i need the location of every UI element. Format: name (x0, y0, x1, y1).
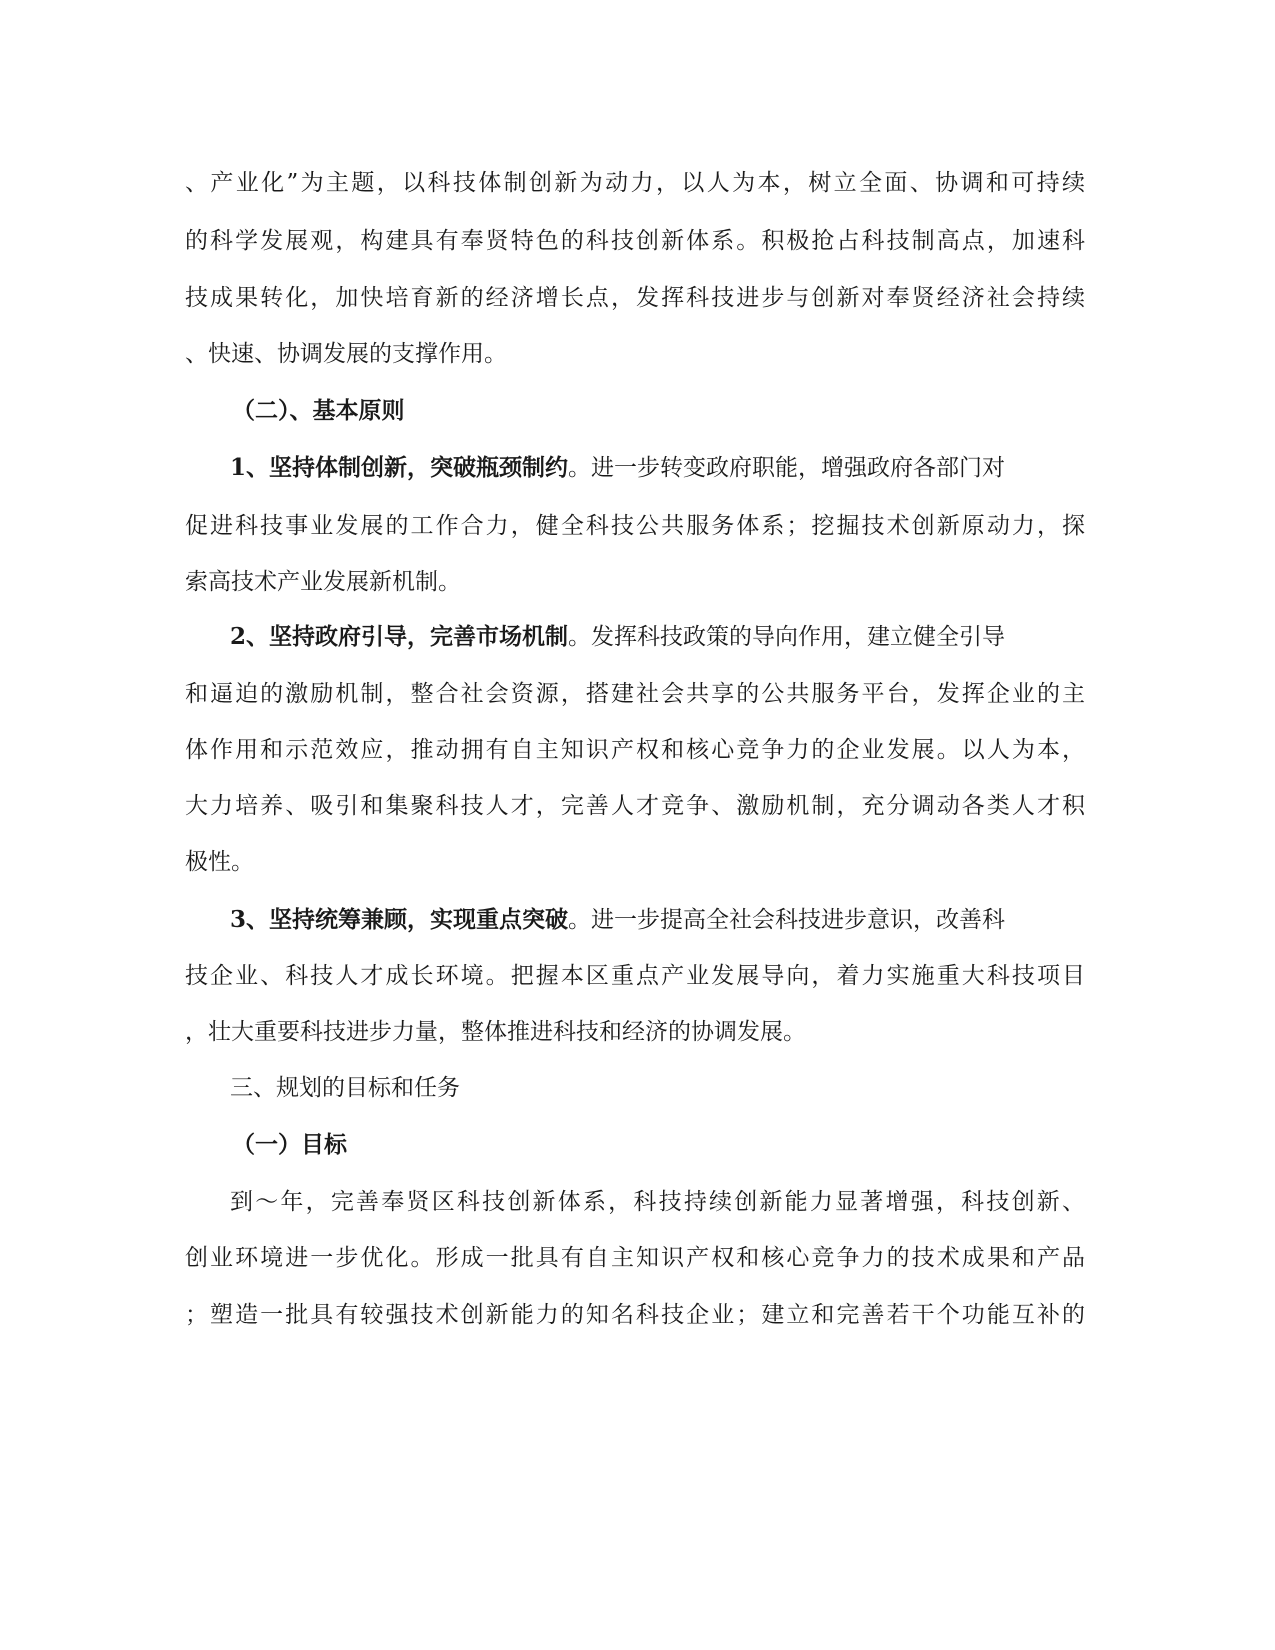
body-text-line: ，壮大重要科技进步力量，整体推进科技和经济的协调发展。 (185, 1019, 806, 1045)
section-heading-principles: （二）、基本原则 (232, 397, 405, 424)
body-text-line: 创业环境进一步优化。形成一批具有自主知识产权和核心竞争力的技术成果和产品 (185, 1245, 1085, 1271)
body-text-line: 促进科技事业发展的工作合力，健全科技公共服务体系；挖掘技术创新原动力，探 (185, 513, 1085, 539)
body-text-line: 技企业、科技人才成长环境。把握本区重点产业发展导向，着力实施重大科技项目 (185, 963, 1085, 989)
body-text-line: 极性。 (185, 849, 254, 875)
principle-1-text: 。进一步转变政府职能，增强政府各部门对 (568, 455, 1006, 481)
principle-3-title: 3、坚持统筹兼顾，实现重点突破 (230, 906, 569, 933)
body-text-line: 技成果转化，加快培育新的经济增长点，发挥科技进步与创新对奉贤经济社会持续 (185, 285, 1085, 311)
principle-3-line (230, 905, 1085, 935)
principle-1-line (230, 453, 1085, 483)
body-text-line: 、快速、协调发展的支撑作用。 (185, 341, 507, 367)
principle-1-title: 1、坚持体制创新，突破瓶颈制约 (230, 454, 569, 481)
principle-2-title: 2、坚持政府引导，完善市场机制 (230, 623, 569, 650)
body-text-line: 索高技术产业发展新机制。 (185, 569, 461, 595)
principle-2-text: 。发挥科技政策的导向作用，建立健全引导 (568, 624, 1006, 650)
principle-2-line (230, 622, 1085, 652)
body-text-line: 、产业化”为主题，以科技体制创新为动力，以人为本，树立全面、协调和可持续 (185, 170, 1085, 196)
body-text-line: ；塑造一批具有较强技术创新能力的知名科技企业；建立和完善若干个功能互补的 (185, 1302, 1085, 1328)
body-text-line: 的科学发展观，构建具有奉贤特色的科技创新体系。积极抢占科技制高点，加速科 (185, 228, 1085, 254)
body-text-line: 到～年，完善奉贤区科技创新体系，科技持续创新能力显著增强，科技创新、 (230, 1189, 1085, 1215)
body-text-line: 和逼迫的激励机制，整合社会资源，搭建社会共享的公共服务平台，发挥企业的主 (185, 681, 1085, 707)
body-text-line: 体作用和示范效应，推动拥有自主知识产权和核心竞争力的企业发展。以人为本， (185, 737, 1085, 763)
principle-3-text: 。进一步提高全社会科技进步意识，改善科 (568, 907, 1006, 933)
section-heading-goals: （一）目标 (232, 1131, 347, 1158)
body-text-line: 大力培养、吸引和集聚科技人才，完善人才竞争、激励机制，充分调动各类人才积 (185, 793, 1085, 819)
section-heading-3: 三、规划的目标和任务 (230, 1075, 460, 1101)
